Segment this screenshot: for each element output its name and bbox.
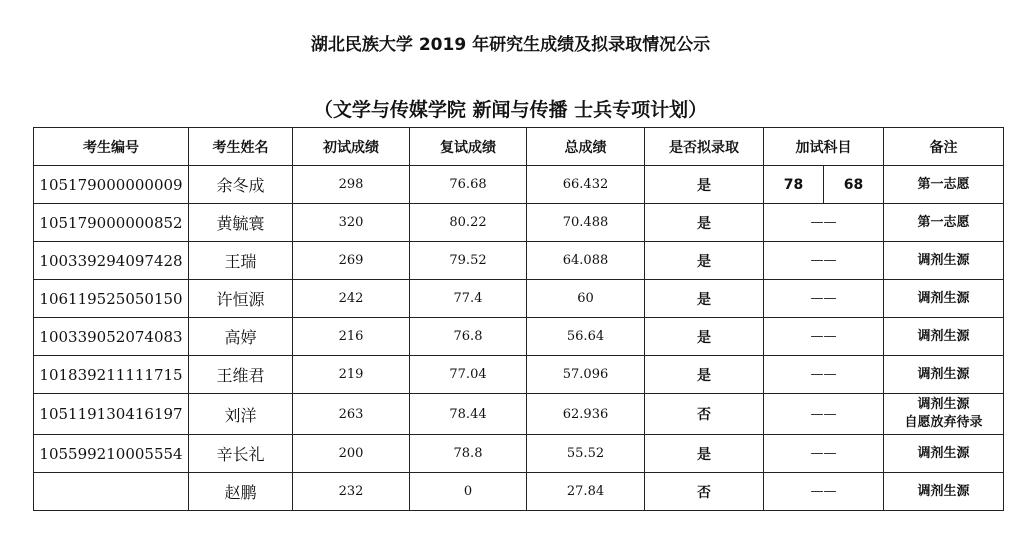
note-line-1: 调剂生源 <box>917 483 970 499</box>
table-row <box>34 280 1004 318</box>
cell-exam-id: 105599210005554 <box>34 435 189 473</box>
cell-extra-subjects: —— <box>764 318 884 356</box>
cell-retest-score: 77.04 <box>410 356 527 394</box>
cell-initial-score: 219 <box>293 356 410 394</box>
note-line-1: 调剂生源 <box>917 397 970 412</box>
note-line-1: 调剂生源 <box>917 445 970 461</box>
table-row <box>34 473 1004 511</box>
note-line-1: 调剂生源 <box>917 328 970 344</box>
note-line-1: 调剂生源 <box>917 252 970 268</box>
cell-exam-id: 105179000000852 <box>34 204 189 242</box>
cell-exam-id: 100339294097428 <box>34 242 189 280</box>
cell-exam-id: 106119525050150 <box>34 280 189 318</box>
cell-note <box>884 280 1004 318</box>
cell-retest-score: 78.44 <box>410 394 527 435</box>
cell-retest-score: 0 <box>410 473 527 511</box>
cell-total-score: 56.64 <box>527 318 645 356</box>
cell-retest-score: 77.4 <box>410 280 527 318</box>
cell-name: 刘洋 <box>189 394 293 435</box>
cell-total-score: 66.432 <box>527 166 645 204</box>
cell-retest-score: 76.8 <box>410 318 527 356</box>
cell-name: 王瑞 <box>189 242 293 280</box>
cell-name: 许恒源 <box>189 280 293 318</box>
cell-name: 辛长礼 <box>189 435 293 473</box>
cell-note <box>884 242 1004 280</box>
cell-admitted: 是 <box>645 318 764 356</box>
table-row <box>34 204 1004 242</box>
cell-admitted: 是 <box>645 435 764 473</box>
cell-admitted: 是 <box>645 204 764 242</box>
header-total-score: 总成绩 <box>527 128 645 166</box>
cell-admitted: 是 <box>645 166 764 204</box>
cell-retest-score: 76.68 <box>410 166 527 204</box>
cell-total-score: 70.488 <box>527 204 645 242</box>
cell-total-score: 64.088 <box>527 242 645 280</box>
cell-name: 赵鹏 <box>189 473 293 511</box>
cell-initial-score: 216 <box>293 318 410 356</box>
cell-extra-subject-2: 68 <box>824 166 884 204</box>
table-row <box>34 356 1004 394</box>
header-note: 备注 <box>884 128 1004 166</box>
cell-name: 黄毓寰 <box>189 204 293 242</box>
cell-initial-score: 242 <box>293 280 410 318</box>
cell-admitted: 否 <box>645 394 764 435</box>
cell-retest-score: 78.8 <box>410 435 527 473</box>
cell-initial-score: 320 <box>293 204 410 242</box>
cell-note <box>884 435 1004 473</box>
admission-table <box>33 127 1004 511</box>
cell-admitted: 是 <box>645 280 764 318</box>
note-line-1: 第一志愿 <box>917 176 970 192</box>
cell-exam-id: 105119130416197 <box>34 394 189 435</box>
cell-name: 王维君 <box>189 356 293 394</box>
cell-initial-score: 200 <box>293 435 410 473</box>
cell-note <box>884 204 1004 242</box>
cell-retest-score: 79.52 <box>410 242 527 280</box>
table-row <box>34 435 1004 473</box>
header-retest-score: 复试成绩 <box>410 128 527 166</box>
table-row <box>34 318 1004 356</box>
cell-initial-score: 232 <box>293 473 410 511</box>
cell-extra-subjects: —— <box>764 435 884 473</box>
header-name: 考生姓名 <box>189 128 293 166</box>
header-row <box>34 128 1004 166</box>
cell-note <box>884 166 1004 204</box>
cell-extra-subjects: —— <box>764 242 884 280</box>
cell-extra-subjects: —— <box>764 473 884 511</box>
table-row <box>34 242 1004 280</box>
note-line-1: 调剂生源 <box>917 290 970 306</box>
cell-extra-subject-1: 78 <box>764 166 824 204</box>
cell-initial-score: 263 <box>293 394 410 435</box>
cell-admitted: 是 <box>645 356 764 394</box>
cell-exam-id: 101839211111715 <box>34 356 189 394</box>
cell-total-score: 60 <box>527 280 645 318</box>
table-row <box>34 166 1004 204</box>
header-extra-subjects: 加试科目 <box>764 128 884 166</box>
cell-note <box>884 394 1004 435</box>
header-initial-score: 初试成绩 <box>293 128 410 166</box>
cell-extra-subjects: —— <box>764 356 884 394</box>
page-subtitle: （文学与传媒学院 新闻与传播 士兵专项计划） <box>313 99 708 121</box>
cell-retest-score: 80.22 <box>410 204 527 242</box>
cell-note <box>884 473 1004 511</box>
page-title: 湖北民族大学 2019 年研究生成绩及拟录取情况公示 <box>310 35 711 55</box>
cell-admitted: 是 <box>645 242 764 280</box>
cell-name: 高婷 <box>189 318 293 356</box>
note-line-1: 第一志愿 <box>917 214 970 230</box>
header-exam-id: 考生编号 <box>34 128 189 166</box>
note-line-2: 自愿放弃待录 <box>904 415 983 430</box>
cell-total-score: 62.936 <box>527 394 645 435</box>
cell-admitted: 否 <box>645 473 764 511</box>
cell-exam-id: 105179000000009 <box>34 166 189 204</box>
cell-initial-score: 298 <box>293 166 410 204</box>
cell-extra-subjects: —— <box>764 394 884 435</box>
header-admitted: 是否拟录取 <box>645 128 764 166</box>
cell-note <box>884 318 1004 356</box>
cell-initial-score: 269 <box>293 242 410 280</box>
cell-exam-id: 100339052074083 <box>34 318 189 356</box>
cell-name: 余冬成 <box>189 166 293 204</box>
cell-exam-id <box>34 473 189 511</box>
cell-total-score: 55.52 <box>527 435 645 473</box>
table-row <box>34 394 1004 435</box>
cell-extra-subjects: —— <box>764 280 884 318</box>
cell-extra-subjects: —— <box>764 204 884 242</box>
cell-total-score: 27.84 <box>527 473 645 511</box>
cell-note <box>884 356 1004 394</box>
cell-total-score: 57.096 <box>527 356 645 394</box>
note-line-1: 调剂生源 <box>917 366 970 382</box>
